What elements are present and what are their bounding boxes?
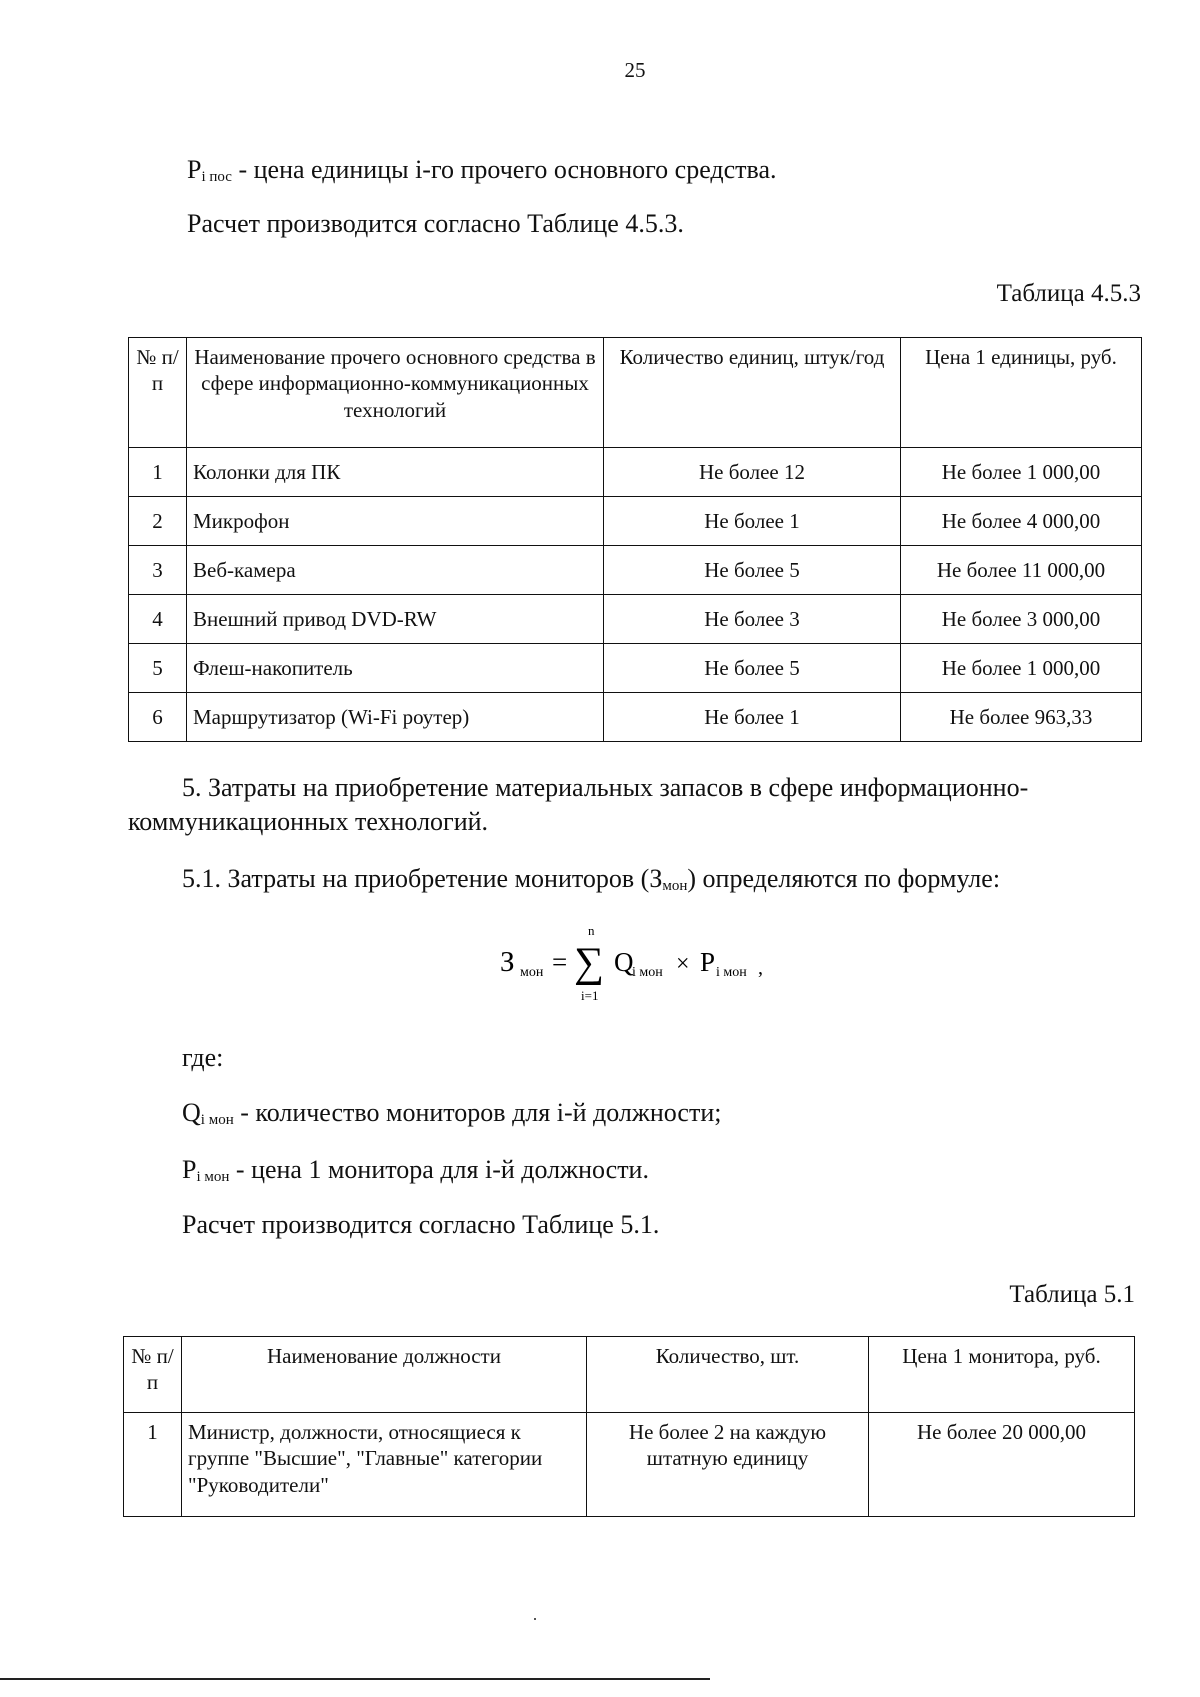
row-quantity: Не более 5 <box>604 546 901 595</box>
header-quantity: Количество, шт. <box>587 1337 869 1413</box>
formula-sigma: ∑ <box>574 940 604 986</box>
s51-subscript: мон <box>662 878 688 894</box>
header-price: Цена 1 монитора, руб. <box>869 1337 1135 1413</box>
formula-q: Q <box>614 947 634 977</box>
formula-comma: , <box>758 957 763 979</box>
calc-reference-1: Расчет производится согласно Таблице 4.5.3. <box>187 209 684 238</box>
row-number: 5 <box>129 644 187 693</box>
header-number: № п/п <box>124 1337 182 1413</box>
row-quantity: Не более 2 на каждую штатную единицу <box>587 1413 869 1517</box>
section-5-heading-line-1: 5. Затраты на приобретение материальных запасов в сфере информационно- <box>182 773 1029 802</box>
p-subscript: i пос <box>201 169 232 185</box>
table-4-5-3 <box>128 337 1142 742</box>
p-symbol: P <box>187 155 202 184</box>
section-5-1-text <box>182 863 1000 895</box>
formula-q-subscript: i мон <box>632 965 663 980</box>
section-5-heading-line-2: коммуникационных технологий. <box>128 807 489 836</box>
row-quantity: Не более 12 <box>604 448 901 497</box>
row-quantity: Не более 3 <box>604 595 901 644</box>
table-row <box>129 448 1142 497</box>
row-name: Флеш-накопитель <box>187 644 604 693</box>
formula-lower-limit: i=1 <box>581 988 599 1003</box>
formula-p-subscript: i мон <box>716 965 747 980</box>
formula-equals: = <box>552 947 568 977</box>
row-quantity: Не более 1 <box>604 693 901 742</box>
table-header-row <box>124 1337 1135 1413</box>
table-5-1 <box>123 1336 1135 1517</box>
formula-lhs-subscript: мон <box>520 965 544 980</box>
table-row <box>129 644 1142 693</box>
header-price: Цена 1 единицы, руб. <box>901 338 1142 448</box>
row-name: Колонки для ПК <box>187 448 604 497</box>
p-pos-definition <box>187 154 777 186</box>
table-4-5-3-caption: Таблица 4.5.3 <box>996 280 1141 307</box>
p-mon-subscript: i мон <box>196 1169 230 1185</box>
scan-bottom-line <box>0 1678 710 1680</box>
row-name: Маршрутизатор (Wi-Fi роутер) <box>187 693 604 742</box>
table-row <box>129 497 1142 546</box>
scan-speck <box>534 1618 536 1620</box>
q-definition <box>182 1097 721 1129</box>
table-row <box>129 693 1142 742</box>
row-price: Не более 11 000,00 <box>901 546 1142 595</box>
table-header-row <box>129 338 1142 448</box>
formula-times: × <box>676 951 690 977</box>
q-definition-text: - количество мониторов для i-й должности; <box>233 1098 722 1127</box>
s51-after: ) определяются по формуле: <box>687 864 1001 893</box>
formula-p: P <box>700 947 716 977</box>
row-price: Не более 1 000,00 <box>901 644 1142 693</box>
row-number: 4 <box>129 595 187 644</box>
row-quantity: Не более 5 <box>604 644 901 693</box>
row-price: Не более 4 000,00 <box>901 497 1142 546</box>
table-5-1-caption: Таблица 5.1 <box>1009 1281 1135 1308</box>
p-mon-definition-text: - цена 1 монитора для i-й должности. <box>229 1155 649 1184</box>
p-mon-symbol: P <box>182 1155 197 1184</box>
row-price: Не более 20 000,00 <box>869 1413 1135 1517</box>
row-position: Министр, должности, относящиеся к группе "Высшие", "Главные" категории "Руководители" <box>182 1413 587 1517</box>
page-number: 25 <box>624 58 646 82</box>
monitor-cost-formula <box>490 918 790 1008</box>
row-number: 3 <box>129 546 187 595</box>
formula-lhs: З <box>500 946 515 978</box>
row-name: Микрофон <box>187 497 604 546</box>
header-quantity: Количество единиц, штук/год <box>604 338 901 448</box>
header-number: № п/п <box>129 338 187 448</box>
row-price: Не более 963,33 <box>901 693 1142 742</box>
q-subscript: i мон <box>200 1112 234 1128</box>
p-definition-text: - цена единицы i-го прочего основного средства. <box>231 155 777 184</box>
calc-reference-2: Расчет производится согласно Таблице 5.1. <box>182 1210 660 1239</box>
row-price: Не более 3 000,00 <box>901 595 1142 644</box>
header-name: Наименование прочего основного средства в сфере информационно-коммуникационных технологий <box>187 338 604 448</box>
row-number: 1 <box>124 1413 182 1517</box>
table-row <box>124 1413 1135 1517</box>
row-number: 1 <box>129 448 187 497</box>
row-number: 2 <box>129 497 187 546</box>
table-row <box>129 546 1142 595</box>
table-row <box>129 595 1142 644</box>
row-number: 6 <box>129 693 187 742</box>
row-name: Веб-камера <box>187 546 604 595</box>
row-name: Внешний привод DVD-RW <box>187 595 604 644</box>
row-quantity: Не более 1 <box>604 497 901 546</box>
formula-upper-limit: n <box>588 923 595 938</box>
row-price: Не более 1 000,00 <box>901 448 1142 497</box>
s51-before: 5.1. Затраты на приобретение мониторов (З <box>182 864 663 893</box>
header-position: Наименование должности <box>182 1337 587 1413</box>
where-label: где: <box>182 1043 224 1072</box>
p-mon-definition <box>182 1154 649 1186</box>
q-symbol: Q <box>182 1098 201 1127</box>
